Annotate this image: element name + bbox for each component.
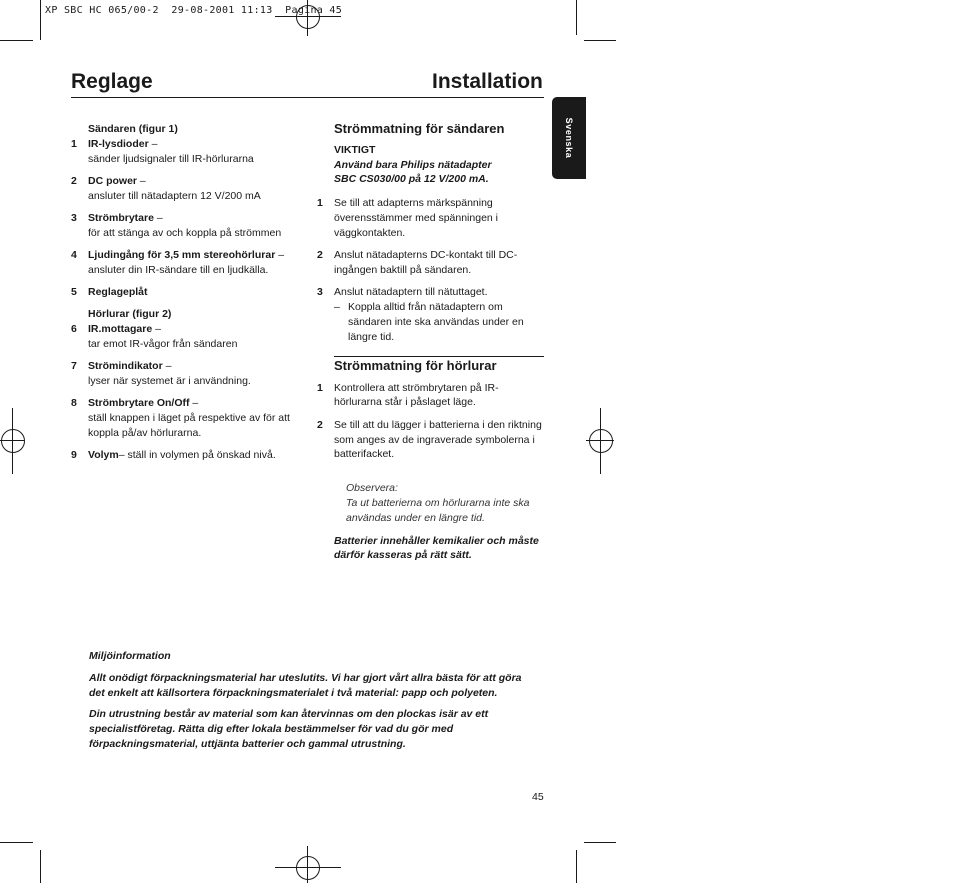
headphones-heading: Hörlurar (figur 2) [88, 307, 172, 320]
title-installation: Installation [432, 70, 543, 93]
battery-warning: Batterier innehåller kemikalier och måste därför kasseras på rätt sätt. [334, 534, 539, 562]
step-item [317, 418, 544, 462]
item-number: 2 [71, 174, 77, 187]
crop-mark [40, 850, 41, 883]
registration-mark-bottom [275, 846, 341, 883]
crop-mark [0, 842, 33, 843]
list-item [71, 322, 311, 352]
list-item [71, 448, 311, 463]
item-number: 7 [71, 359, 77, 372]
step-item [317, 196, 544, 240]
list-item [71, 359, 311, 389]
item-description: ställ knappen i läget på respektive av för att koppla på/av hörlurarna. [88, 411, 290, 439]
list-item [71, 285, 311, 300]
section-title: Strömmatning för hörlurar [334, 357, 497, 373]
install-column [317, 122, 544, 563]
item-name: IR-lysdioder [88, 137, 149, 150]
environment-section [89, 649, 534, 752]
item-name: DC power [88, 174, 138, 187]
crop-mark [576, 0, 577, 35]
crop-mark [40, 0, 41, 40]
registration-mark-left [0, 408, 24, 474]
step-text: Anslut nätadaptern till nätuttaget. [334, 286, 488, 299]
print-header: XP SBC HC 065/00-2 29-08-2001 11:13 Pagina 45 [45, 5, 343, 16]
item-dash: – [162, 359, 172, 372]
step-item [317, 381, 544, 411]
item-description: – ställ in volymen på önskad nivå. [118, 448, 276, 461]
step-number: 2 [317, 249, 323, 262]
list-item [71, 211, 311, 241]
list-item [71, 248, 311, 278]
crop-mark [576, 850, 577, 883]
item-description: sänder ljudsignaler till IR-hörlurarna [88, 152, 254, 165]
item-name: Strömbrytare [88, 211, 154, 224]
item-number: 4 [71, 249, 77, 262]
environment-paragraph: Allt onödigt förpackningsmaterial har uteslutits. Vi har gjort vårt allra bästa för att göra det enkelt att källsortera förpackningsmaterialet i två material: papp och polyeten. [89, 671, 522, 699]
step-text: Kontrollera att strömbrytaren på IR-hörlurarna står i påslaget läge. [334, 381, 499, 409]
environment-heading: Miljöinformation [89, 650, 171, 662]
transmitter-heading: Sändaren (figur 1) [88, 123, 178, 135]
page-number: 45 [532, 791, 544, 803]
item-number: 9 [71, 448, 77, 461]
item-number: 5 [71, 286, 77, 299]
note-dash: – [334, 301, 340, 314]
list-item [71, 174, 311, 204]
item-number: 8 [71, 396, 77, 409]
section-rule [334, 356, 544, 357]
item-description: för att stänga av och koppla på strömmen [88, 226, 282, 239]
item-name: Reglageplåt [88, 286, 148, 299]
list-item [71, 137, 311, 167]
step-note [317, 300, 544, 344]
crop-mark [0, 40, 33, 41]
important-label: VIKTIGT [334, 143, 376, 156]
language-tab-label: Svenska [564, 117, 574, 159]
title-reglage: Reglage [71, 70, 153, 93]
item-description: ansluter din IR-sändare till en ljudkälla. [88, 263, 269, 276]
note-text: Ta ut batterierna om hörlurarna inte ska användas under en längre tid. [346, 496, 530, 524]
item-dash: – [275, 249, 285, 262]
title-rule [71, 97, 544, 98]
item-number: 3 [71, 211, 77, 224]
item-number: 1 [71, 137, 77, 150]
item-description: ansluter till nätadaptern 12 V/200 mA [88, 189, 261, 202]
item-dash: – [152, 322, 161, 335]
step-text: Se till att du lägger i batterierna i den riktning som anges av de ingraverade symbolerna i batterifacket. [334, 418, 542, 461]
item-name: Strömbrytare On/Off [88, 396, 190, 409]
step-number: 2 [317, 418, 323, 431]
registration-mark-right [586, 408, 614, 474]
item-name: Ljudingång för 3,5 mm stereohörlurar [88, 249, 276, 262]
crop-mark [584, 40, 616, 41]
item-name: IR.mottagare [88, 322, 153, 335]
item-name: Strömindikator [88, 359, 163, 372]
controls-column [71, 122, 311, 470]
important-text: SBC CS030/00 på 12 V/200 mA. [334, 173, 489, 186]
item-name: Volym [88, 448, 119, 461]
step-number: 3 [317, 286, 323, 299]
item-dash: – [189, 396, 199, 409]
list-item [71, 396, 311, 440]
language-tab [552, 97, 586, 179]
item-description: lyser när systemet är i användning. [88, 374, 251, 387]
item-dash: – [153, 211, 163, 224]
item-dash: – [148, 137, 158, 150]
item-dash: – [137, 174, 146, 187]
crop-mark [584, 842, 616, 843]
item-number: 6 [71, 322, 77, 335]
note-text: Koppla alltid från nätadaptern om sändaren inte ska användas under en längre tid. [348, 301, 524, 344]
step-text: Anslut nätadapterns DC-kontakt till DC-ingången baktill på sändaren. [334, 249, 518, 276]
item-description: tar emot IR-vågor från sändaren [88, 337, 238, 350]
step-item [317, 248, 544, 278]
step-item [317, 285, 544, 300]
environment-paragraph: Din utrustning består av material som kan återvinnas om den plockas isär av ett specialistföretag. Rätta dig efter lokala bestämmelser för vad du gör med förpackningsmaterial, uttjänta batterier och gammal utrustning. [89, 708, 489, 750]
important-text: Använd bara Philips nätadapter [334, 158, 492, 171]
section-title: Strömmatning för sändaren [334, 121, 505, 136]
step-text: Se till att adapterns märkspänning överensstämmer med spänningen i väggkontakten. [334, 197, 499, 239]
step-number: 1 [317, 197, 323, 210]
step-number: 1 [317, 381, 323, 394]
note-label: Observera: [346, 482, 398, 495]
